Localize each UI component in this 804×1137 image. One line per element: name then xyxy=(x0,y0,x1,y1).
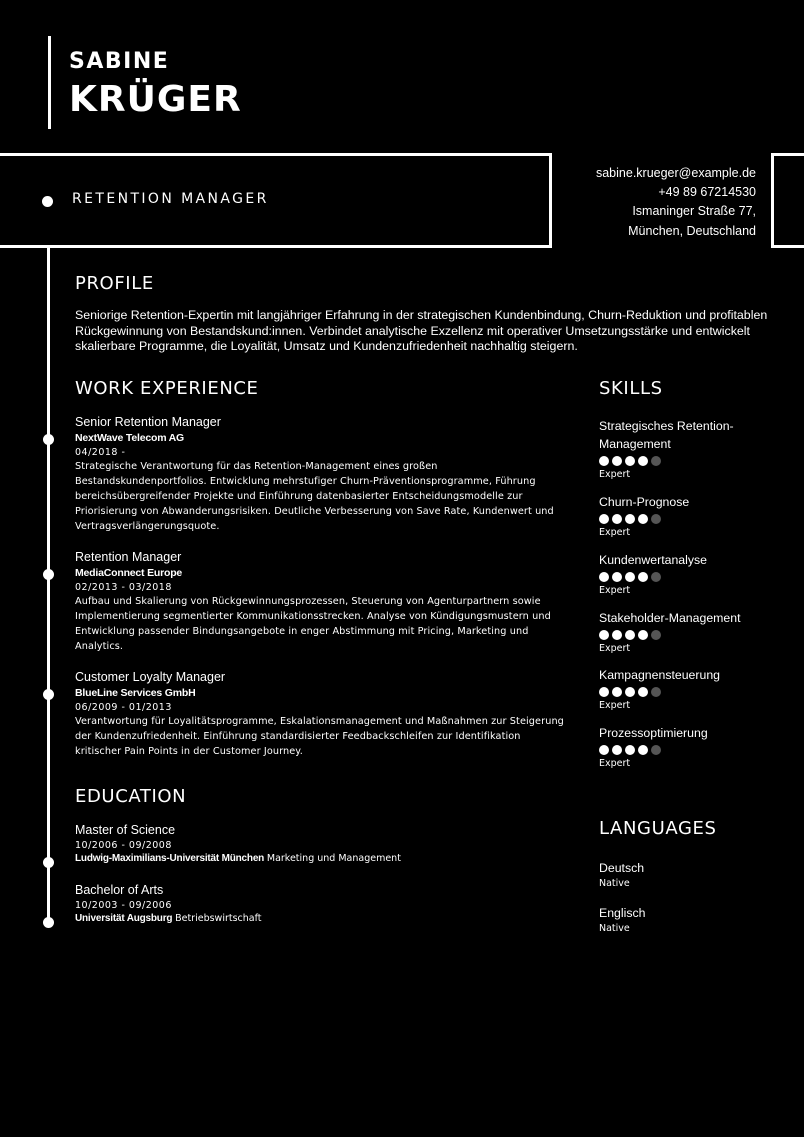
job-title: Retention Manager xyxy=(75,550,182,564)
skill-name: Churn-Prognose xyxy=(599,495,690,509)
contact-frame-edge xyxy=(771,153,804,248)
job-company: MediaConnect Europe xyxy=(75,567,183,579)
skill-rating xyxy=(599,745,759,755)
job-title: Senior Retention Manager xyxy=(75,415,221,429)
title-dot xyxy=(42,196,53,207)
last-name: KRÜGER xyxy=(69,79,242,120)
education-heading: EDUCATION xyxy=(75,786,187,807)
skill-item xyxy=(599,417,759,480)
rating-dot-filled xyxy=(625,572,635,582)
skill-level: Expert xyxy=(599,469,631,480)
rating-dot-empty xyxy=(651,687,661,697)
skill-name: Strategisches Retention-Management xyxy=(599,419,734,451)
skill-rating xyxy=(599,514,759,524)
rating-dot-empty xyxy=(651,514,661,524)
skill-level: Expert xyxy=(599,527,631,538)
language-name: Deutsch xyxy=(599,861,645,875)
timeline-dot xyxy=(43,857,54,868)
job-entry xyxy=(75,550,565,654)
rating-dot-filled xyxy=(638,745,648,755)
skill-item xyxy=(599,724,759,769)
skill-rating xyxy=(599,456,759,466)
rating-dot-filled xyxy=(599,514,609,524)
education-school: Ludwig-Maximilians-Universität München xyxy=(75,853,265,864)
rating-dot-filled xyxy=(599,456,609,466)
rating-dot-filled xyxy=(638,514,648,524)
rating-dot-filled xyxy=(638,630,648,640)
education-school-line xyxy=(75,853,401,864)
contact-street: Ismaninger Straße 77, xyxy=(632,204,756,219)
skill-rating xyxy=(599,572,759,582)
contact-block xyxy=(596,164,756,241)
job-dates: 02/2013 - 03/2018 xyxy=(75,582,172,593)
language-item xyxy=(599,861,644,889)
timeline-dot xyxy=(43,917,54,928)
timeline-dot xyxy=(43,689,54,700)
job-description: Strategische Verantwortung für das Retention-Management eines großen Bestandskundenportfolios. Entwicklung mehrstufiger Churn-Präventionsprogramme, Führung bereichsübergreifender Projekte und Einführung datenbasierter Entscheidungsmodelle zur Priorisierung von Abwanderungsrisiken. Deutliche Verbesserung von Save Rate, Kundenwert und Vertragsverlängerungsquote. xyxy=(75,461,554,533)
skill-rating xyxy=(599,687,759,697)
education-school: Universität Augsburg xyxy=(75,913,173,924)
name-accent-bar xyxy=(48,36,51,129)
rating-dot-filled xyxy=(612,745,622,755)
job-title: Customer Loyalty Manager xyxy=(75,670,226,684)
skill-level: Expert xyxy=(599,700,631,711)
contact-phone[interactable]: +49 89 67214530 xyxy=(658,185,756,200)
skill-item xyxy=(599,609,759,654)
education-dates: 10/2006 - 09/2008 xyxy=(75,840,172,851)
skill-name: Stakeholder-Management xyxy=(599,611,741,625)
skill-rating xyxy=(599,630,759,640)
education-field: Marketing und Management xyxy=(266,853,401,864)
skill-item xyxy=(599,666,759,711)
skill-name: Kundenwertanalyse xyxy=(599,553,708,567)
skill-item xyxy=(599,551,759,596)
work-heading: WORK EXPERIENCE xyxy=(75,378,259,399)
first-name: SABINE xyxy=(69,49,170,74)
job-dates: 06/2009 - 01/2013 xyxy=(75,702,172,713)
language-item xyxy=(599,906,645,934)
rating-dot-filled xyxy=(599,630,609,640)
rating-dot-filled xyxy=(638,572,648,582)
rating-dot-filled xyxy=(625,456,635,466)
education-entry xyxy=(75,823,401,864)
job-description: Verantwortung für Loyalitätsprogramme, Eskalationsmanagement und Maßnahmen zur Steigerung der Kundenzufriedenheit. Einführung standardisierter Feedbackschleifen zur Identifikation kritischer Pain Points in der Customer Journey. xyxy=(75,716,564,758)
skill-level: Expert xyxy=(599,758,631,769)
rating-dot-filled xyxy=(625,745,635,755)
skill-item xyxy=(599,493,759,538)
languages-heading: LANGUAGES xyxy=(599,818,717,839)
rating-dot-filled xyxy=(638,687,648,697)
language-level: Native xyxy=(599,923,630,934)
timeline-line xyxy=(47,245,50,924)
rating-dot-filled xyxy=(599,572,609,582)
skill-name: Prozessoptimierung xyxy=(599,726,708,740)
job-title: RETENTION MANAGER xyxy=(72,191,269,207)
rating-dot-empty xyxy=(651,630,661,640)
rating-dot-filled xyxy=(612,572,622,582)
timeline-dot xyxy=(43,569,54,580)
language-name: Englisch xyxy=(599,906,646,920)
rating-dot-filled xyxy=(599,745,609,755)
education-degree: Master of Science xyxy=(75,823,176,837)
education-field: Betriebswirtschaft xyxy=(175,913,262,924)
job-entry xyxy=(75,415,565,534)
education-degree: Bachelor of Arts xyxy=(75,883,164,897)
job-dates: 04/2018 - xyxy=(75,447,126,458)
profile-heading: PROFILE xyxy=(75,273,154,294)
skills-heading: SKILLS xyxy=(599,378,663,399)
education-dates: 10/2003 - 09/2006 xyxy=(75,900,172,911)
rating-dot-filled xyxy=(625,687,635,697)
rating-dot-filled xyxy=(638,456,648,466)
rating-dot-empty xyxy=(651,572,661,582)
education-school-line xyxy=(75,913,262,924)
rating-dot-filled xyxy=(612,630,622,640)
job-company: NextWave Telecom AG xyxy=(75,432,185,444)
contact-email[interactable]: sabine.krueger@example.de xyxy=(595,166,756,180)
rating-dot-filled xyxy=(599,687,609,697)
job-company: BlueLine Services GmbH xyxy=(75,687,196,699)
rating-dot-empty xyxy=(651,456,661,466)
rating-dot-filled xyxy=(625,630,635,640)
job-description: Aufbau und Skalierung von Rückgewinnungsprozessen, Steuerung von Agenturpartnern sowie Implementierung segmentierter Kommunikationsstrecken. Analyse von Kündigungsmustern und Entwicklung passender Bindungsangebote in enger Abstimmung mit Pricing, Marketing und Analytics. xyxy=(75,596,551,653)
rating-dot-empty xyxy=(651,745,661,755)
contact-city: München, Deutschland xyxy=(628,223,756,238)
profile-text: Seniorige Retention-Expertin mit langjähriger Erfahrung in der strategischen Kundenbindung, Churn-Reduktion und profitablen Rückgewinnung von Bestandskund:innen. Verbindet analytische Exzellenz mit operativer Umsetzungsstärke und entwickelt skalierbare Programme, die Loyalität, Umsatz und Kundenzufriedenheit nachhaltig steigern. xyxy=(75,308,768,353)
rating-dot-filled xyxy=(612,456,622,466)
timeline-dot xyxy=(43,434,54,445)
language-level: Native xyxy=(599,878,630,889)
education-entry xyxy=(75,883,262,924)
rating-dot-filled xyxy=(625,514,635,524)
skill-level: Expert xyxy=(599,585,631,596)
job-entry xyxy=(75,670,565,759)
skill-name: Kampagnensteuerung xyxy=(599,668,721,682)
skill-level: Expert xyxy=(599,643,631,654)
rating-dot-filled xyxy=(612,514,622,524)
rating-dot-filled xyxy=(612,687,622,697)
